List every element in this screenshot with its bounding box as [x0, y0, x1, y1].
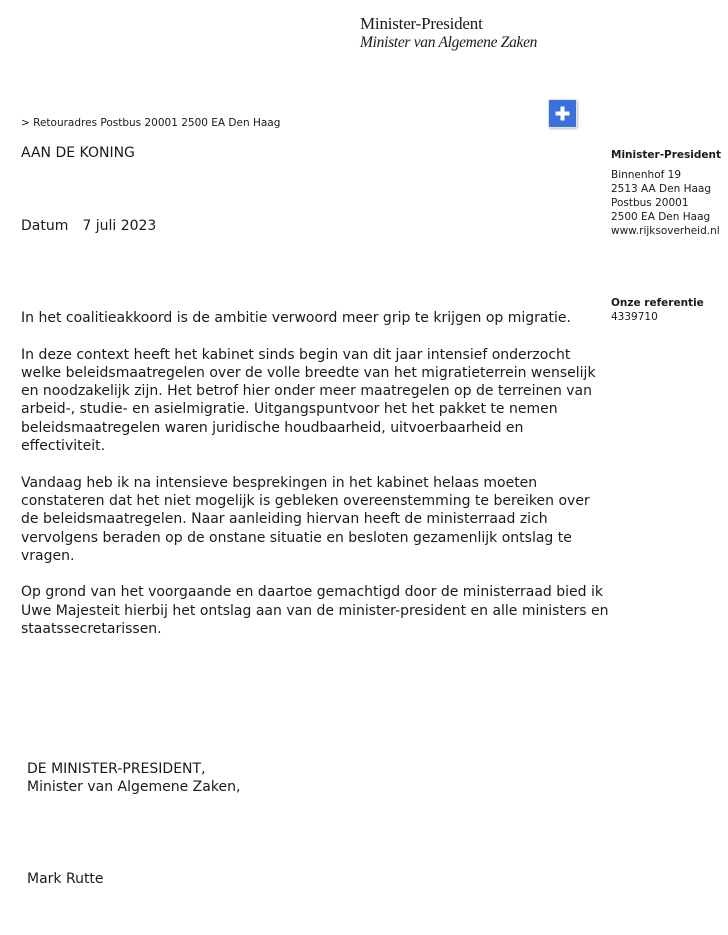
body-paragraph: In het coalitieakkoord is de ambitie verwoord meer grip te krijgen op migratie.	[21, 310, 571, 326]
sender-sidebar	[611, 148, 728, 323]
letterhead	[360, 14, 537, 52]
add-button[interactable]	[548, 99, 577, 128]
address-line: Binnenhof 19	[611, 169, 682, 181]
body-paragraph: Op grond van het voorgaande en daartoe gemachtigd door de ministerraad bied ik Uwe Majesteit hierbij het ontslag aan van de minister-president en alle ministers en staatssecretarissen.	[21, 584, 609, 638]
website-link[interactable]: www.rijksoverheid.nl	[611, 225, 720, 237]
signature-title: DE MINISTER-PRESIDENT,	[27, 761, 206, 777]
signature-name: Mark Rutte	[27, 871, 104, 887]
address-line: Postbus 20001	[611, 197, 689, 209]
sender-heading: Minister-President	[611, 149, 722, 161]
letterhead-title: Minister-President	[360, 14, 483, 33]
addressee: AAN DE KONING	[21, 145, 135, 161]
date-line	[21, 218, 156, 235]
signature-ministry: Minister van Algemene Zaken,	[27, 779, 241, 795]
signature-block	[27, 760, 240, 888]
letter-body	[21, 309, 611, 657]
plus-icon	[555, 106, 570, 121]
date-value: 7 juli 2023	[82, 218, 157, 234]
address-line: 2500 EA Den Haag	[611, 211, 711, 223]
address-line: 2513 AA Den Haag	[611, 183, 712, 195]
letterhead-subtitle: Minister van Algemene Zaken	[360, 34, 538, 51]
reference-heading: Onze referentie	[611, 297, 704, 309]
date-label: Datum	[21, 218, 69, 234]
body-paragraph: Vandaag heb ik na intensieve besprekingen in het kabinet helaas moeten constateren dat het niet mogelijk is gebleken overeenstemming te bereiken over de beleidsmaatregelen. Naar aanleiding hiervan heeft de ministerraad zich vervolgens beraden op de onstane situatie en besloten gezamenlijk ontslag te vragen.	[21, 474, 590, 564]
body-paragraph: In deze context heeft het kabinet sinds begin van dit jaar intensief onderzocht welke beleidsmaatregelen over de volle breedte van het migratieterrein wenselijk en noodzakelijk zijn. Het betrof hier onder meer maatregelen op de terreinen van arbeid-, studie- en asielmigratie. Uitgangspuntvoor het het pakket te nemen beleidsmaatregelen waren juridische houdbaarheid, uitvoerbaarheid en effectiviteit.	[21, 346, 596, 455]
return-address: > Retouradres Postbus 20001 2500 EA Den Haag	[21, 117, 281, 129]
reference-block	[611, 296, 704, 324]
reference-value: 4339710	[611, 311, 658, 323]
